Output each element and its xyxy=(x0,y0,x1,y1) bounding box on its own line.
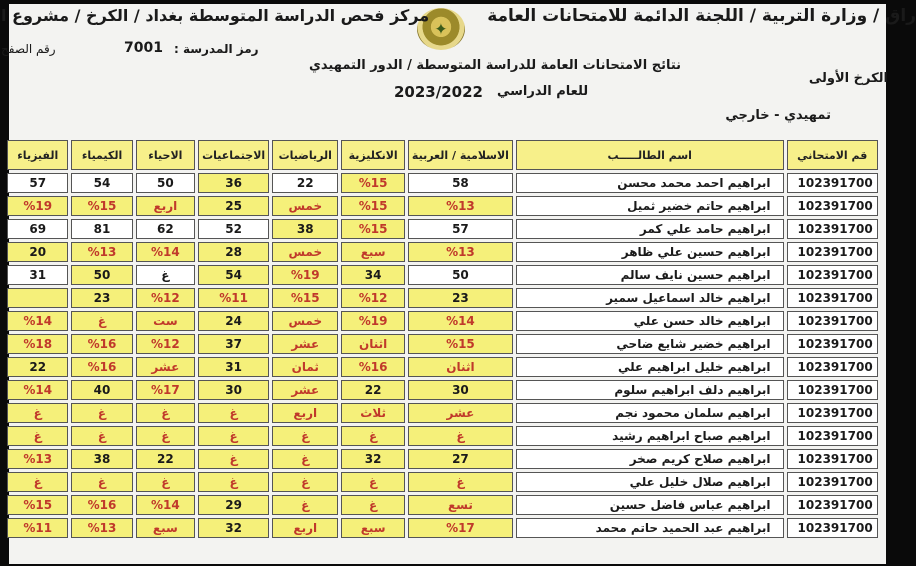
grade-cell: 22 xyxy=(272,173,338,193)
table-row xyxy=(7,357,878,377)
grade-cell: 58 xyxy=(408,173,513,193)
grade-cell: %13 xyxy=(408,196,513,216)
school-code-label: رمز المدرسة : xyxy=(174,42,259,56)
exam-number-cell: 102391700 xyxy=(787,426,878,446)
grade-cell: 31 xyxy=(198,357,269,377)
grade-cell: %13 xyxy=(71,242,132,262)
exam-number-cell: 102391700 xyxy=(787,495,878,515)
col-social: الاجتماعيات xyxy=(198,140,269,170)
table-row xyxy=(7,311,878,331)
grade-cell: غ xyxy=(71,472,132,492)
grade-cell: %15 xyxy=(341,173,405,193)
grade-cell: %16 xyxy=(71,495,132,515)
grade-cell: غ xyxy=(198,426,269,446)
exam-number-cell: 102391700 xyxy=(787,242,878,262)
table-row xyxy=(7,173,878,193)
table-row xyxy=(7,403,878,423)
table-row xyxy=(7,288,878,308)
student-name-cell: ابراهيم احمد محمد محسن xyxy=(516,173,784,193)
grade-cell: 37 xyxy=(198,334,269,354)
grade-cell: غ xyxy=(341,472,405,492)
grade-cell: %14 xyxy=(136,495,195,515)
student-name-cell: ابراهيم حامد علي كمر xyxy=(516,219,784,239)
grade-cell: غ xyxy=(7,403,68,423)
grade-cell: سبع xyxy=(341,242,405,262)
grade-cell: 50 xyxy=(408,265,513,285)
table-row xyxy=(7,380,878,400)
exam-category: تمهيدي - خارجي xyxy=(725,108,831,123)
grade-cell: %15 xyxy=(7,495,68,515)
grade-cell: 81 xyxy=(71,219,132,239)
grade-cell: 62 xyxy=(136,219,195,239)
col-biology: الاحياء xyxy=(136,140,195,170)
grade-cell: 28 xyxy=(198,242,269,262)
col-english: الانكليزية xyxy=(341,140,405,170)
grade-cell: 22 xyxy=(7,357,68,377)
grade-cell: %16 xyxy=(71,334,132,354)
grade-cell: %12 xyxy=(341,288,405,308)
grade-cell: عشر xyxy=(136,357,195,377)
grade-cell: غ xyxy=(408,426,513,446)
grade-cell: %11 xyxy=(198,288,269,308)
grade-cell: 52 xyxy=(198,219,269,239)
grade-cell: 30 xyxy=(408,380,513,400)
grade-cell: 24 xyxy=(198,311,269,331)
table-row xyxy=(7,495,878,515)
student-name-cell: ابراهيم حاتم خضير ثميل xyxy=(516,196,784,216)
grade-cell: غ xyxy=(272,449,338,469)
grade-cell: 27 xyxy=(408,449,513,469)
exam-number-cell: 102391700 xyxy=(787,311,878,331)
grade-cell: ثمان xyxy=(272,357,338,377)
branch-name: الكرخ الأولى xyxy=(808,71,888,86)
exam-number-cell: 102391700 xyxy=(787,472,878,492)
student-name-cell: ابراهيم خضير شايع ضاحي xyxy=(516,334,784,354)
grade-cell: 40 xyxy=(71,380,132,400)
grade-cell: 23 xyxy=(408,288,513,308)
grade-cell: %15 xyxy=(408,334,513,354)
grade-cell: %11 xyxy=(7,518,68,538)
grade-cell: 34 xyxy=(341,265,405,285)
col-math: الرياضيات xyxy=(272,140,338,170)
student-name-cell: ابراهيم صلال خليل علي xyxy=(516,472,784,492)
grade-cell: ست xyxy=(136,311,195,331)
grade-cell: سبع xyxy=(136,518,195,538)
results-sheet xyxy=(1,4,916,564)
grade-cell: 23 xyxy=(71,288,132,308)
grade-cell: اربع xyxy=(136,196,195,216)
grade-cell: 38 xyxy=(71,449,132,469)
grade-cell: %19 xyxy=(7,196,68,216)
col-student-name: اسم الطالـــــب xyxy=(516,140,784,170)
grade-cell: %17 xyxy=(408,518,513,538)
grade-cell: %14 xyxy=(7,380,68,400)
grade-cell: غ xyxy=(71,426,132,446)
grade-cell: خمس xyxy=(272,196,338,216)
grade-cell: %12 xyxy=(136,288,195,308)
grade-cell: 32 xyxy=(198,518,269,538)
grade-cell: غ xyxy=(136,403,195,423)
grade-cell: غ xyxy=(408,472,513,492)
grade-cell: %16 xyxy=(71,357,132,377)
table-row xyxy=(7,334,878,354)
grade-cell: غ xyxy=(272,495,338,515)
grade-cell: خمس xyxy=(272,311,338,331)
table-row xyxy=(7,219,878,239)
grade-cell: 57 xyxy=(7,173,68,193)
grade-cell: 20 xyxy=(7,242,68,262)
grade-cell: 54 xyxy=(71,173,132,193)
grade-cell: %19 xyxy=(341,311,405,331)
table-header-row xyxy=(7,140,878,170)
exam-center-heading: مركز فحص الدراسة المتوسطة بغداد / الكرخ / مشروع ا xyxy=(1,6,430,25)
grade-cell: %15 xyxy=(71,196,132,216)
col-exam-number: قم الامتحاني xyxy=(787,140,878,170)
grade-cell: اثنان xyxy=(341,334,405,354)
grade-cell: غ xyxy=(136,265,195,285)
student-name-cell: ابراهيم عباس فاضل حسين xyxy=(516,495,784,515)
student-name-cell: ابراهيم سلمان محمود نجم xyxy=(516,403,784,423)
grade-cell: %16 xyxy=(341,357,405,377)
grade-cell: عشر xyxy=(272,380,338,400)
grade-cell: تسع xyxy=(408,495,513,515)
table-row xyxy=(7,426,878,446)
table-row xyxy=(7,196,878,216)
grade-cell: 69 xyxy=(7,219,68,239)
grade-cell: 29 xyxy=(198,495,269,515)
student-name-cell: ابراهيم عبد الحميد حاتم محمد xyxy=(516,518,784,538)
ministry-heading: راق / وزارة التربية / اللجنة الدائمة للامتحانات العامة xyxy=(487,6,916,26)
exam-number-cell: 102391700 xyxy=(787,173,878,193)
student-name-cell: ابراهيم صباح ابراهيم رشيد xyxy=(516,426,784,446)
grade-cell: %17 xyxy=(136,380,195,400)
grade-cell: %15 xyxy=(341,196,405,216)
student-name-cell: ابراهيم حسين علي ظاهر xyxy=(516,242,784,262)
grade-cell: غ xyxy=(341,495,405,515)
grade-cell: %14 xyxy=(7,311,68,331)
grade-cell: ثلاث xyxy=(341,403,405,423)
grade-cell: %13 xyxy=(7,449,68,469)
grade-cell: غ xyxy=(136,426,195,446)
grade-cell: %13 xyxy=(71,518,132,538)
exam-number-cell: 102391700 xyxy=(787,196,878,216)
grade-cell xyxy=(7,288,68,308)
grade-cell: غ xyxy=(272,472,338,492)
col-islamic-arabic: الاسلامية / العربية xyxy=(408,140,513,170)
grade-cell: %13 xyxy=(408,242,513,262)
grade-cell: %12 xyxy=(136,334,195,354)
grade-cell: عشر xyxy=(408,403,513,423)
table-row xyxy=(7,242,878,262)
grade-cell: 57 xyxy=(408,219,513,239)
academic-year: 2023/2022 xyxy=(394,83,483,101)
exam-number-cell: 102391700 xyxy=(787,265,878,285)
grade-cell: غ xyxy=(198,472,269,492)
exam-number-cell: 102391700 xyxy=(787,219,878,239)
table-row xyxy=(7,472,878,492)
grade-cell: غ xyxy=(7,426,68,446)
grade-cell: عشر xyxy=(272,334,338,354)
table-row xyxy=(7,449,878,469)
exam-number-cell: 102391700 xyxy=(787,334,878,354)
exam-number-cell: 102391700 xyxy=(787,403,878,423)
grade-cell: غ xyxy=(198,403,269,423)
grade-cell: غ xyxy=(341,426,405,446)
grade-cell: غ xyxy=(136,472,195,492)
exam-number-cell: 102391700 xyxy=(787,288,878,308)
grade-cell: غ xyxy=(198,449,269,469)
grade-cell: 54 xyxy=(198,265,269,285)
results-title: نتائج الامتحانات العامة للدراسة المتوسطة / الدور التمهيدي xyxy=(309,58,682,73)
grade-cell: خمس xyxy=(272,242,338,262)
page-number-label: رقم الصفح xyxy=(1,42,56,56)
grade-cell: %15 xyxy=(272,288,338,308)
grade-cell: غ xyxy=(71,403,132,423)
exam-number-cell: 102391700 xyxy=(787,380,878,400)
results-table xyxy=(4,137,881,541)
grade-cell: 32 xyxy=(341,449,405,469)
grade-cell: 25 xyxy=(198,196,269,216)
grade-cell: غ xyxy=(71,311,132,331)
grade-cell: اربع xyxy=(272,518,338,538)
grade-cell: %14 xyxy=(136,242,195,262)
student-name-cell: ابراهيم دلف ابراهيم سلوم xyxy=(516,380,784,400)
grade-cell: اثنان xyxy=(408,357,513,377)
grade-cell: اربع xyxy=(272,403,338,423)
grade-cell: %18 xyxy=(7,334,68,354)
student-name-cell: ابراهيم خليل ابراهيم علي xyxy=(516,357,784,377)
grade-cell: 50 xyxy=(136,173,195,193)
grade-cell: سبع xyxy=(341,518,405,538)
exam-number-cell: 102391700 xyxy=(787,357,878,377)
student-name-cell: ابراهيم صلاح كريم صخر xyxy=(516,449,784,469)
academic-year-label: للعام الدراسي xyxy=(497,84,589,99)
table-row xyxy=(7,265,878,285)
grade-cell: 22 xyxy=(341,380,405,400)
grade-cell: 36 xyxy=(198,173,269,193)
table-row xyxy=(7,518,878,538)
grade-cell: 50 xyxy=(71,265,132,285)
student-name-cell: ابراهيم خالد اسماعيل سمير xyxy=(516,288,784,308)
student-name-cell: ابراهيم حسين نايف سالم xyxy=(516,265,784,285)
grade-cell: %15 xyxy=(341,219,405,239)
grade-cell: 31 xyxy=(7,265,68,285)
grade-cell: غ xyxy=(272,426,338,446)
exam-number-cell: 102391700 xyxy=(787,449,878,469)
exam-number-cell: 102391700 xyxy=(787,518,878,538)
grade-cell: 22 xyxy=(136,449,195,469)
school-code: 7001 xyxy=(124,40,163,56)
emblem-icon: ✦ xyxy=(434,19,448,39)
grade-cell: 38 xyxy=(272,219,338,239)
grade-cell: 30 xyxy=(198,380,269,400)
col-chemistry: الكيمياء xyxy=(71,140,132,170)
grade-cell: %14 xyxy=(408,311,513,331)
col-physics: الفيزياء xyxy=(7,140,68,170)
grade-cell: %19 xyxy=(272,265,338,285)
grade-cell: غ xyxy=(7,472,68,492)
student-name-cell: ابراهيم خالد حسن علي xyxy=(516,311,784,331)
